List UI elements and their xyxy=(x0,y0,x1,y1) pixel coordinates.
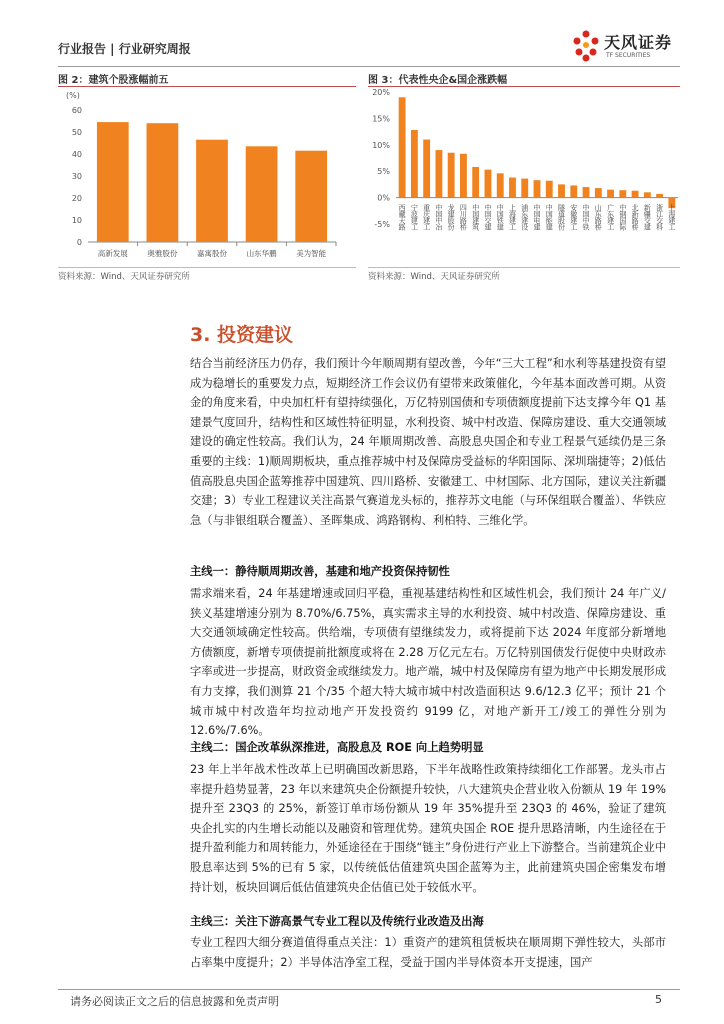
x-tick-label: 龙建股份 xyxy=(447,203,456,230)
x-tick-label: 上海建工 xyxy=(667,203,676,230)
bar xyxy=(485,170,492,198)
y-tick-label: -5% xyxy=(374,220,390,229)
header-divider xyxy=(58,66,680,67)
footer-divider xyxy=(58,989,680,990)
x-tick-label: 浦东建设 xyxy=(520,203,529,230)
figure-3-chart xyxy=(366,88,682,266)
y-tick-label: 5% xyxy=(377,167,390,177)
y-tick-label: 50 xyxy=(71,128,82,137)
x-tick-label: 山东华鹏 xyxy=(246,249,277,258)
section-title: 3. 投资建议 xyxy=(190,324,294,346)
mainline-2-heading: 主线二：国企改革纵深推进，高股息及 ROE 向上趋势明显 xyxy=(190,741,484,754)
logo-mark-icon xyxy=(570,28,602,62)
x-tick-label: 西藏天路 xyxy=(398,203,407,230)
bar xyxy=(295,151,327,242)
bar xyxy=(472,167,479,198)
y-axis-unit-label: (%) xyxy=(66,91,80,100)
paragraph-summary: 结合当前经济压力仍存，我们预计今年顺周期有望改善，今年“三大工程”和水利等基建投资有望成为稳增长的重要发力点，短期经济工作会议仍有望带来政策催化，今年基本面改善可期。从资金的角度来看，中央加杠杆有望持续强化，万亿特别国债和专项债额度提前下达支撑今年 Q1 基建景气度回升，结构性和区域性特征明显，水利投资、城中村改造、保障房建设、重大交通领域建设的确定性较高。我们认为，24 年顺周期改善、高股息央国企和专业工程景气延续仍是三条重要的主线：1)顺周期板块，重点推荐城中村及保障房受益标的华阳国际、深圳瑞捷等；2)低估值高股息央国企蓝筹推荐中国建筑、四川路桥、安徽建工、中材国际、北方国际，建议关注新疆交建；3）专业工程建议关注高景气赛道龙头标的，推荐苏文电能（与环保组联合覆盖）、华铁应急（与非银组联合覆盖）、圣晖集成、鸿路钢构、利柏特、三维化学。 xyxy=(190,357,667,527)
bar xyxy=(399,97,406,197)
bar xyxy=(558,184,565,197)
x-tick-label: 北新路桥 xyxy=(631,203,640,230)
x-tick-label: 重庆建工 xyxy=(422,203,431,230)
x-tick-label: 安徽建工 xyxy=(569,203,578,230)
page-number: 5 xyxy=(655,993,662,1006)
figure-3-source: 资料来源：Wind、天风证券研究所 xyxy=(368,272,500,282)
bar xyxy=(509,178,516,198)
bar xyxy=(411,130,418,198)
figure-3-rule xyxy=(368,86,680,87)
y-tick-label: 20 xyxy=(71,194,82,203)
x-tick-label: 四川路桥 xyxy=(459,203,468,230)
logo-subtitle: TF SECURITIES xyxy=(606,52,651,59)
x-tick-label: 中国中冶 xyxy=(434,203,443,230)
x-tick-label: 中国交建 xyxy=(483,203,492,230)
mainline-3-heading: 主线三：关注下游高景气专业工程以及传统行业改造及出海 xyxy=(190,915,484,928)
x-tick-label: 浙江交科 xyxy=(655,203,664,230)
y-tick-label: 10 xyxy=(71,216,82,225)
x-tick-label: 美为智能 xyxy=(296,249,327,258)
figure-2-rule xyxy=(58,86,356,87)
bar xyxy=(619,190,626,197)
bar xyxy=(147,123,179,242)
bar xyxy=(246,146,278,242)
y-tick-label: 20% xyxy=(372,88,390,97)
bar xyxy=(435,150,442,198)
bar xyxy=(534,180,541,197)
bar xyxy=(583,187,590,198)
x-tick-label: 嘉寓股份 xyxy=(197,249,227,258)
figure-2-source: 资料来源：Wind、天风证券研究所 xyxy=(58,272,190,282)
paragraph-mainline-1: 需求端来看，24 年基建增速或回归平稳，重视基建结构性和区域性机会，我们预计 24 年广义/狭义基建增速分别为 8.70%/6.75%，真实需求主导的水利投资、城中村改造、保障房建设、重大交通领域确定性较高。供给端，专项债有望继续发力，或将提前下达 2024 年度部分新增地方债额度，新增专项债提前批额度或将在 2.28 万亿元左右。万亿特别国债发行促使中央财政赤字率或进一步提高，财政资金或继续发力。地产端，城中村及保障房有望为地产中长期发展形成有力支撑，我们测算 21 个/35 个超大特大城市城中村改造面积达 9.6/12.3 亿平；预计 21 个城市城中村改造年均拉动地产开发投资约 9199 亿，对地产新开工/竣工的弹性分别为 12.6%/7.6%。 xyxy=(190,587,666,738)
x-tick-label: 中国建筑 xyxy=(471,203,480,230)
mainline-1-heading: 主线一：静待顺周期改善，基建和地产投资保持韧性 xyxy=(190,565,450,578)
bar xyxy=(521,179,528,198)
figure-2-source-rule xyxy=(58,267,356,268)
figure-3-source-rule xyxy=(368,267,680,268)
bar xyxy=(497,173,504,197)
paragraph-mainline-3: 专业工程四大细分赛道值得重点关注：1）重资产的建筑租赁板块在顺周期下弹性较大，头部市占率集中度提升；2）半导体洁净室工程，受益于国内半导体资本开支提速，国产 xyxy=(190,936,666,969)
bar xyxy=(632,191,639,198)
figure-2-caption: 图 2：建筑个股涨幅前五 xyxy=(58,75,169,86)
bar xyxy=(460,154,467,198)
x-tick-label: 中国电建 xyxy=(533,203,541,230)
y-tick-label: 40 xyxy=(71,150,82,159)
x-tick-label: 中国中铁 xyxy=(582,203,591,230)
bar xyxy=(644,192,651,197)
footer-disclaimer: 请务必阅读正文之后的信息披露和免责声明 xyxy=(70,995,279,1008)
y-tick-label: 0% xyxy=(377,193,390,203)
bar xyxy=(607,190,614,198)
x-tick-label: 上海建工 xyxy=(508,203,517,230)
logo-name: 天风证券 xyxy=(604,33,673,52)
figure-3-caption: 图 3：代表性央企&国企涨跌幅 xyxy=(368,75,508,86)
bar xyxy=(546,181,553,198)
x-tick-label: 中国铁建 xyxy=(496,203,505,230)
x-tick-label: 隧道股份 xyxy=(557,203,566,230)
bar xyxy=(423,140,430,198)
paragraph-mainline-2: 23 年上半年战术性改革上已明确国改新思路，下半年战略性政策持续细化工作部署。龙头市占率提升趋势显著，23 年以来建筑央企份额提升较快，八大建筑央企营业收入份额从 19 年 19%提升至 23Q3 的 25%，新签订单市场份额从 19 年 35%提升至 23Q3 的 46%，验证了建筑央企扎实的内生增长动能以及融资和管理优势。建筑央国企 ROE 提升思路清晰，内生途径在于提升盈利能力和周转能力，外延途径在于围绕“链主”身份进行产业上下游整合。当前建筑企业中股息率达到 5%的已有 5 家，以传统低估值建筑央国企蓝筹为主，此前建筑央国企密集发布增持计划，板块回调后低估值建筑央企估值已处于较低水平。 xyxy=(190,763,666,894)
y-tick-label: 60 xyxy=(71,106,82,115)
y-tick-label: 10% xyxy=(372,140,390,150)
x-tick-label: 奥雅股份 xyxy=(147,249,178,258)
figure-2-chart xyxy=(58,88,356,266)
x-tick-label: 中钢国际 xyxy=(618,203,627,230)
x-tick-label: 山东路桥 xyxy=(594,203,603,230)
bar xyxy=(196,140,228,242)
bar xyxy=(656,194,663,198)
x-tick-label: 中国能建 xyxy=(545,203,554,230)
x-tick-label: 新疆交建 xyxy=(643,203,652,230)
y-tick-label: 0 xyxy=(76,238,82,247)
bar xyxy=(595,188,602,198)
x-tick-label: 宁波建工 xyxy=(410,203,419,230)
company-logo xyxy=(570,26,680,66)
bar xyxy=(448,153,455,198)
bar xyxy=(97,122,129,242)
y-tick-label: 30 xyxy=(71,172,82,181)
report-type-label: 行业报告 | 行业研究周报 xyxy=(58,42,191,56)
x-tick-label: 广东建工 xyxy=(606,203,615,230)
bar xyxy=(570,185,577,197)
y-tick-label: 15% xyxy=(372,114,390,124)
x-tick-label: 高新发展 xyxy=(97,249,128,258)
